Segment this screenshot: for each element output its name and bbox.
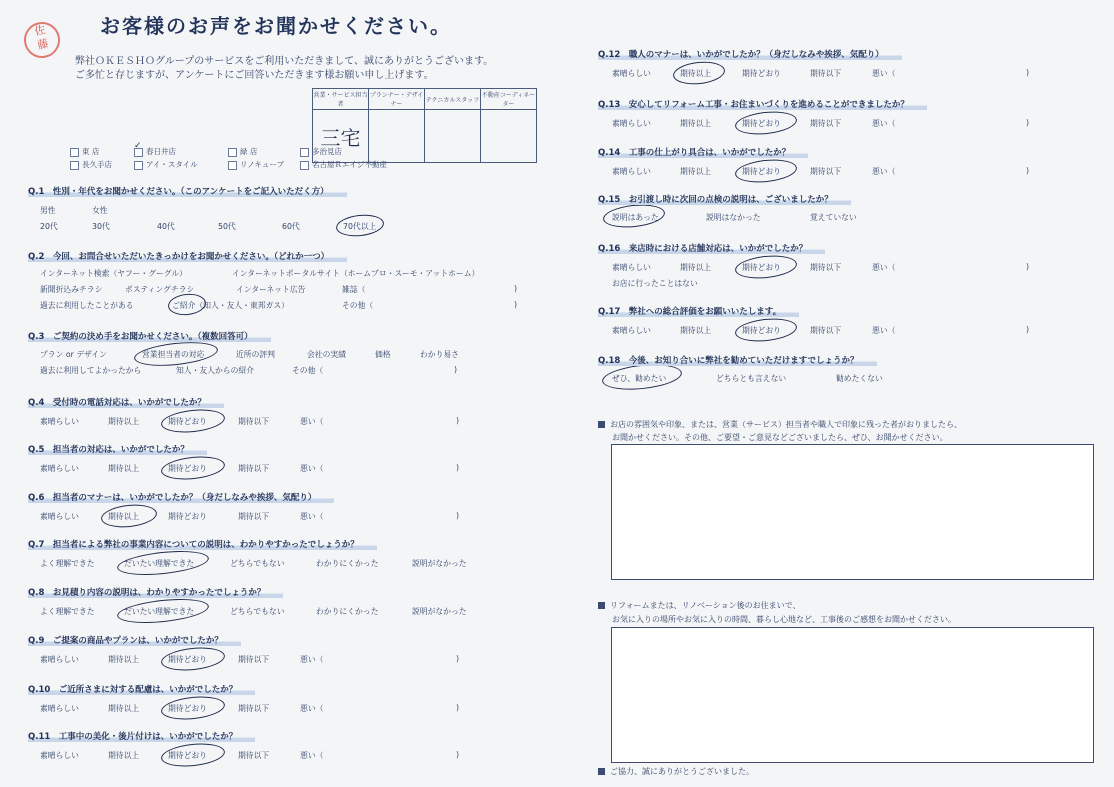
q5-below[interactable]: 期待以下 — [238, 464, 270, 473]
q3-acquaintance[interactable]: 知人・友人からの紹介 — [176, 366, 254, 375]
question-q7: Q.7 担当者による弊社の事業内容についての説明は、わかりやすかったでしょうか？ — [28, 538, 377, 550]
q2-internet-search[interactable]: インターネット検索（ヤフー・グーグル） — [40, 269, 187, 278]
q9-below[interactable]: 期待以下 — [238, 655, 270, 664]
q12-above[interactable]: 期待以上 — [680, 69, 712, 78]
q2-magazine-close: ) — [514, 284, 518, 293]
q14-excellent[interactable]: 素晴らしい — [612, 167, 651, 176]
answer-circle — [116, 595, 210, 626]
question-q3: Q.3 ご契約の決め手をお聞かせください。（複数回答可） — [28, 330, 271, 342]
q16-never-visited[interactable]: お店に行ったことはない — [612, 279, 698, 288]
q14-as-expected[interactable]: 期待どおり — [742, 167, 781, 176]
square-bullet-icon — [598, 602, 605, 609]
answer-circle — [672, 59, 726, 86]
q3-other[interactable]: その他（ — [292, 366, 324, 375]
q3-used-before[interactable]: 過去に利用してよかったから — [40, 366, 142, 375]
staff-header-technical: テクニカルスタッフ — [425, 89, 481, 110]
comment2-line-1: リフォームまたは、リノベーション後のお住まいで、 — [598, 600, 800, 611]
intro-line-2: ご多忙と存じますが、アンケートにご回答いただきます様お願い申し上げます。 — [75, 70, 434, 81]
q4-bad-close: ) — [456, 416, 460, 425]
shop-option-istyle[interactable]: アイ・スタイル — [134, 159, 198, 170]
question-q4: Q.4 受付時の電話対応は、いかがでしたか？ — [28, 396, 224, 408]
checkbox[interactable] — [70, 148, 79, 157]
question-q2: Q.2 今回、お問合せいただいたきっかけをお聞かせください。（どれか一つ） — [28, 250, 347, 262]
q5-as-expected[interactable]: 期待どおり — [168, 464, 207, 473]
question-q15: Q.15 お引渡し時に次回の点検の説明は、ございましたか？ — [598, 193, 851, 205]
thanks-text: ご協力、誠にありがとうございました。 — [598, 766, 754, 777]
question-q12: Q.12 職人のマナーは、いかがでしたか？（身だしなみや挨拶、気配り） — [598, 48, 902, 60]
q4-as-expected[interactable]: 期待どおり — [168, 417, 207, 426]
q10-bad[interactable]: 悪い（ — [300, 704, 324, 713]
answer-circle — [160, 645, 226, 674]
shop-option-tajimi[interactable]: 多治見店 — [300, 146, 342, 157]
answer-circle — [602, 202, 666, 230]
q8-mostly-clear[interactable]: だいたい理解できた — [124, 607, 195, 616]
answer-circle — [100, 502, 158, 530]
q16-bad-close: ) — [1026, 262, 1030, 271]
q17-as-expected[interactable]: 期待どおり — [742, 326, 781, 335]
checkbox[interactable] — [228, 148, 237, 157]
handwritten-name: 三宅 — [320, 125, 361, 150]
answer-circle — [734, 109, 798, 137]
q9-bad[interactable]: 悪い（ — [300, 655, 324, 664]
q8-not-explained[interactable]: 説明がなかった — [412, 607, 467, 616]
q14-bad-close: ) — [1026, 166, 1030, 175]
checkbox[interactable] — [300, 148, 309, 157]
square-bullet-icon — [598, 768, 605, 775]
q9-above[interactable]: 期待以上 — [108, 655, 140, 664]
question-q6: Q.6 担当者のマナーは、いかがでしたか？（身だしなみや挨拶、気配り） — [28, 491, 334, 503]
comment1-line-2: お聞かせください。その他、ご要望・ご意見などございましたら、ぜひ、お聞かせください。 — [612, 433, 948, 442]
seal-stamp: 佐 藤 — [21, 19, 64, 62]
q2-newspaper-flyer[interactable]: 新聞折込みチラシ — [40, 285, 103, 294]
q15-not-explained[interactable]: 説明はなかった — [706, 213, 761, 222]
comment2-line-2: お気に入りの場所やお気に入りの時間、暮らし心地など、工事後のご感想をお聞かせください。 — [612, 615, 956, 624]
q3-other-close: ) — [454, 365, 458, 374]
page-title: お客様のお声をお聞かせください。 — [100, 14, 452, 38]
q14-above[interactable]: 期待以上 — [680, 167, 712, 176]
question-q5: Q.5 担当者の対応は、いかがでしたか？ — [28, 443, 207, 455]
shop-option-midori[interactable]: 緑 店 — [228, 146, 257, 157]
q18-neutral[interactable]: どちらとも言えない — [716, 374, 787, 383]
q13-excellent[interactable]: 素晴らしい — [612, 119, 651, 128]
question-q16: Q.16 来店時における店舗対応は、いかがでしたか？ — [598, 242, 825, 254]
answer-circle — [116, 547, 210, 578]
q17-excellent[interactable]: 素晴らしい — [612, 326, 651, 335]
check-mark-icon: ✓ — [134, 141, 142, 151]
q9-as-expected[interactable]: 期待どおり — [168, 655, 207, 664]
question-q8: Q.8 お見積り内容の説明は、わかりやすかったでしょうか？ — [28, 586, 283, 598]
q1-female[interactable]: 女性 — [92, 206, 108, 215]
answer-circle — [167, 292, 207, 317]
q2-other[interactable]: その他（ — [342, 301, 374, 310]
q17-below[interactable]: 期待以下 — [810, 326, 842, 335]
comment2-textarea[interactable] — [611, 627, 1094, 763]
q10-bad-close: ) — [456, 703, 460, 712]
q10-excellent[interactable]: 素晴らしい — [40, 704, 79, 713]
q15-explained[interactable]: 説明はあった — [612, 213, 659, 222]
q6-above[interactable]: 期待以上 — [108, 512, 140, 521]
question-q17: Q.17 弊社への総合評価をお願いいたします。 — [598, 305, 799, 317]
q17-bad[interactable]: 悪い（ — [872, 326, 896, 335]
q12-bad-close: ) — [1026, 68, 1030, 77]
question-q18: Q.18 今後、お知り合いに弊社を勧めていただけますでしょうか？ — [598, 354, 877, 366]
shop-option-higashi[interactable]: 東 店 — [70, 146, 99, 157]
shop-option-renocube[interactable]: リノキューブ — [228, 159, 284, 170]
q12-as-expected[interactable]: 期待どおり — [742, 69, 781, 78]
q1-age-60[interactable]: 60代 — [282, 222, 300, 231]
q14-bad[interactable]: 悪い（ — [872, 167, 896, 176]
comment1-line-1: お店の雰囲気や印象、または、営業（サービス）担当者や職人で印象に残った者がおりましたら、 — [598, 419, 962, 430]
answer-circle — [160, 741, 226, 770]
question-q9: Q.9 ご提案の商品やプランは、いかがでしたか？ — [28, 634, 241, 646]
q7-clear[interactable]: よく理解できた — [40, 559, 95, 568]
q18-not-recommend[interactable]: 勧めたくない — [836, 374, 883, 383]
q11-bad-close: ) — [456, 750, 460, 759]
q5-excellent[interactable]: 素晴らしい — [40, 464, 79, 473]
q9-bad-close: ) — [456, 654, 460, 663]
q10-above[interactable]: 期待以上 — [108, 704, 140, 713]
shop-option-kasugai[interactable]: 春日井店 — [134, 146, 176, 157]
q4-above[interactable]: 期待以上 — [108, 417, 140, 426]
q2-portal-site[interactable]: インターネットポータルサイト（ホームプロ・スーモ・アットホーム） — [232, 269, 480, 278]
q10-below[interactable]: 期待以下 — [238, 704, 270, 713]
q16-above[interactable]: 期待以上 — [680, 263, 712, 272]
q1-age-40[interactable]: 40代 — [157, 222, 175, 231]
q3-track-record[interactable]: 会社の実績 — [307, 350, 346, 359]
staff-cell-technical[interactable] — [425, 110, 481, 163]
q16-as-expected[interactable]: 期待どおり — [742, 263, 781, 272]
shop-option-realestate[interactable]: 名古屋Ｒエイジ不動産 — [300, 159, 387, 170]
question-q1: Q.1 性別・年代をお聞かせください。（このアンケートをご記入いただく方） — [28, 185, 347, 197]
q3-plan-design[interactable]: プラン or デザイン — [40, 350, 107, 359]
checkbox[interactable] — [300, 161, 309, 170]
q16-below[interactable]: 期待以下 — [810, 263, 842, 272]
q1-age-70[interactable]: 70代以上 — [343, 222, 377, 231]
q11-above[interactable]: 期待以上 — [108, 751, 140, 760]
q5-bad[interactable]: 悪い（ — [300, 464, 324, 473]
q5-bad-close: ) — [456, 463, 460, 472]
q7-not-explained[interactable]: 説明がなかった — [412, 559, 467, 568]
q10-as-expected[interactable]: 期待どおり — [168, 704, 207, 713]
q12-bad[interactable]: 悪い（ — [872, 69, 896, 78]
q2-referral[interactable]: ご紹介（知人・友人・東邦ガス） — [172, 301, 289, 310]
q4-below[interactable]: 期待以下 — [238, 417, 270, 426]
q4-excellent[interactable]: 素晴らしい — [40, 417, 79, 426]
q13-bad-close: ) — [1026, 118, 1030, 127]
staff-header-planner: プランナー・デザイナー — [369, 89, 425, 110]
q7-unclear[interactable]: わかりにくかった — [316, 559, 379, 568]
q16-excellent[interactable]: 素晴らしい — [612, 263, 651, 272]
q9-excellent[interactable]: 素晴らしい — [40, 655, 79, 664]
q2-magazine[interactable]: 雑誌（ — [342, 285, 366, 294]
answer-circle — [160, 694, 226, 723]
q17-bad-close: ) — [1026, 325, 1030, 334]
answer-circle — [335, 213, 385, 239]
q17-above[interactable]: 期待以上 — [680, 326, 712, 335]
answer-circle — [160, 454, 226, 483]
answer-circle — [734, 253, 798, 281]
answer-circle — [734, 316, 798, 344]
staff-header-realestate: 不動産コーディネーター — [481, 89, 537, 110]
q15-dont-remember[interactable]: 覚えていない — [810, 213, 857, 222]
q11-as-expected[interactable]: 期待どおり — [168, 751, 207, 760]
q2-internet-ad[interactable]: インターネット広告 — [236, 285, 306, 294]
intro-line-1: 弊社ＯＫＥＳＨＯグループのサービスをご利用いただきまして、誠にありがとうございます。 — [75, 56, 494, 67]
q13-as-expected[interactable]: 期待どおり — [742, 119, 781, 128]
q1-male[interactable]: 男性 — [40, 206, 56, 215]
q8-clear[interactable]: よく理解できた — [40, 607, 95, 616]
q18-recommend[interactable]: ぜひ、勧めたい — [612, 374, 667, 383]
q14-below[interactable]: 期待以下 — [810, 167, 842, 176]
q7-neutral[interactable]: どちらでもない — [230, 559, 285, 568]
q12-below[interactable]: 期待以下 — [810, 69, 842, 78]
q2-used-before[interactable]: 過去に利用したことがある — [40, 301, 134, 310]
q8-unclear[interactable]: わかりにくかった — [316, 607, 379, 616]
staff-header-sales: 営業・サービス担当者 — [313, 89, 369, 110]
q11-excellent[interactable]: 素晴らしい — [40, 751, 79, 760]
q5-above[interactable]: 期待以上 — [108, 464, 140, 473]
q2-posting-flyer[interactable]: ポスティングチラシ — [125, 285, 195, 294]
staff-cell-planner[interactable] — [369, 110, 425, 163]
answer-circle — [734, 157, 798, 185]
q4-bad[interactable]: 悪い（ — [300, 417, 324, 426]
q3-price[interactable]: 価格 — [375, 350, 391, 359]
q11-below[interactable]: 期待以下 — [238, 751, 270, 760]
square-bullet-icon — [598, 421, 605, 428]
q1-age-30[interactable]: 30代 — [92, 222, 110, 231]
checkbox[interactable] — [70, 161, 79, 170]
q13-below[interactable]: 期待以下 — [810, 119, 842, 128]
q3-clarity[interactable]: わかり易さ — [420, 350, 459, 359]
q13-above[interactable]: 期待以上 — [680, 119, 712, 128]
q6-as-expected[interactable]: 期待どおり — [168, 512, 207, 521]
checkbox[interactable] — [228, 161, 237, 170]
q3-reputation[interactable]: 近所の評判 — [236, 350, 275, 359]
question-q14: Q.14 工事の仕上がり具合は、いかがでしたか？ — [598, 146, 808, 158]
q13-bad[interactable]: 悪い（ — [872, 119, 896, 128]
comment1-textarea[interactable] — [611, 444, 1094, 580]
staff-cell-realestate[interactable] — [481, 110, 537, 163]
question-q13: Q.13 安心してリフォーム工事・お住まいづくりを進めることができましたか？ — [598, 98, 927, 110]
q3-sales-rep[interactable]: 営業担当者の対応 — [142, 350, 205, 359]
question-q10: Q.10 ご近所さまに対する配慮は、いかがでしたか？ — [28, 683, 255, 695]
answer-circle — [160, 407, 226, 436]
q6-excellent[interactable]: 素晴らしい — [40, 512, 79, 521]
q2-other-close: ) — [514, 300, 518, 309]
q1-age-20[interactable]: 20代 — [40, 222, 58, 231]
q12-excellent[interactable]: 素晴らしい — [612, 69, 651, 78]
shop-option-nagakute[interactable]: 長久手店 — [70, 159, 112, 170]
q8-neutral[interactable]: どちらでもない — [230, 607, 285, 616]
staff-table — [312, 88, 537, 163]
q16-bad[interactable]: 悪い（ — [872, 263, 896, 272]
q6-bad[interactable]: 悪い（ — [300, 512, 324, 521]
q6-below[interactable]: 期待以下 — [238, 512, 270, 521]
q6-bad-close: ) — [456, 511, 460, 520]
question-q11: Q.11 工事中の美化・後片付けは、いかがでしたか？ — [28, 730, 255, 742]
q1-age-50[interactable]: 50代 — [218, 222, 236, 231]
checkbox[interactable] — [134, 161, 143, 170]
q7-mostly-clear[interactable]: だいたい理解できた — [124, 559, 195, 568]
q11-bad[interactable]: 悪い（ — [300, 751, 324, 760]
